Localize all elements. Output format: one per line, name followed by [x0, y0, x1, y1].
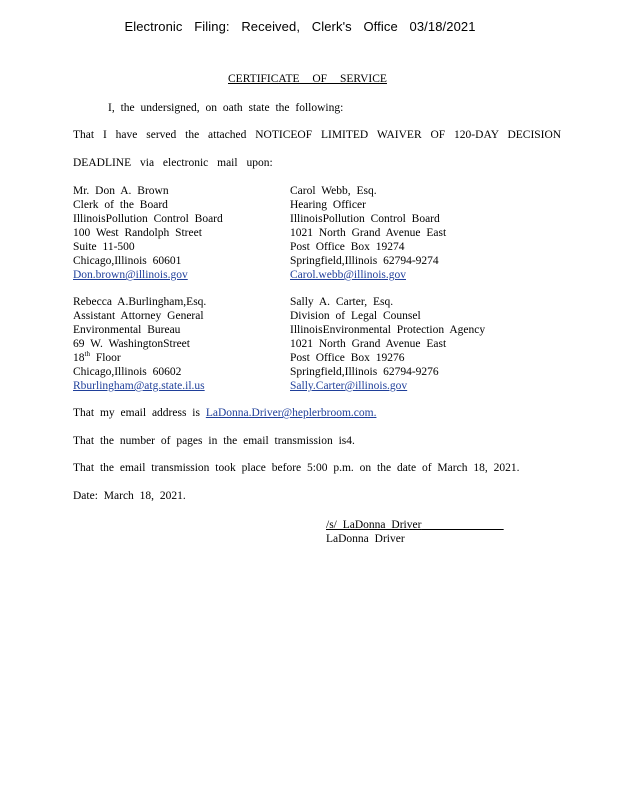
recipient-title: Division of Legal Counsel	[290, 310, 421, 322]
recipient-name: Carol Webb, Esq.	[290, 185, 377, 197]
recipient-street: 100 West Randolph Street	[73, 227, 202, 239]
time-statement: That the email transmission took place before 5:00 p.m. on the date of March 18, 2021.	[73, 462, 520, 474]
recipient-email-link[interactable]: Don.brown@illinois.gov	[73, 269, 188, 281]
recipient-org: IllinoisEnvironmental Protection Agency	[290, 324, 486, 336]
recipient-city: Springfield,Illinois 62794-9274	[290, 255, 439, 267]
statement-line-2: DEADLINE via electronic mail upon:	[73, 157, 273, 169]
signature-line: /s/ LaDonna Driver	[326, 519, 422, 531]
recipient-city: Springfield,Illinois 62794-9276	[290, 366, 439, 378]
recipient-brown	[73, 184, 223, 282]
recipient-org: IllinoisPollution Control Board	[290, 213, 440, 225]
recipient-bureau: Environmental Bureau	[73, 324, 181, 336]
intro-line: I, the undersigned, on oath state the following:	[108, 102, 344, 114]
recipient-street: 1021 North Grand Avenue East	[290, 227, 447, 239]
recipient-suite: Suite 11-500	[73, 241, 135, 253]
recipient-carter	[290, 295, 485, 393]
signature-printed-name: LaDonna Driver	[326, 533, 405, 545]
recipient-city: Chicago,Illinois 60601	[73, 255, 182, 267]
date-line: Date: March 18, 2021.	[73, 490, 186, 502]
signature-block	[326, 518, 504, 546]
recipient-city: Chicago,Illinois 60602	[73, 366, 182, 378]
sender-email-link[interactable]: LaDonna.Driver@heplerbroom.com	[205, 407, 374, 419]
recipient-street: 1021 North Grand Avenue East	[290, 338, 447, 350]
filing-stamp-banner: Electronic Filing: Received, Clerk's Office 03/18/2021	[124, 19, 476, 34]
recipient-name: Mr. Don A. Brown	[73, 185, 169, 197]
recipient-title: Assistant Attorney General	[73, 310, 204, 322]
recipient-org: IllinoisPollution Control Board	[73, 213, 223, 225]
email-statement: That my email address is LaDonna.Driver@heplerbroom.com.	[73, 407, 377, 419]
recipient-box: Post Office Box 19274	[290, 241, 405, 253]
recipient-email-link[interactable]: Carol.webb@illinois.gov	[290, 269, 406, 281]
recipient-title: Clerk of the Board	[73, 199, 168, 211]
recipient-name: Sally A. Carter, Esq.	[290, 296, 394, 308]
pages-statement: That the number of pages in the email transmission is4.	[73, 435, 355, 447]
recipient-name: Rebecca A.Burlingham,Esq.	[73, 296, 207, 308]
recipient-title: Hearing Officer	[290, 199, 366, 211]
recipient-burlingham	[73, 295, 206, 393]
certificate-title: CERTIFICATE OF SERVICE	[228, 73, 387, 85]
statement-line-1: That I have served the attached NOTICEOF LIMITED WAIVER OF 120-DAY DECISION	[73, 129, 562, 141]
recipient-floor: 18th Floor	[73, 350, 121, 364]
recipient-webb	[290, 184, 446, 282]
recipient-box: Post Office Box 19276	[290, 352, 405, 364]
recipient-email-link[interactable]: Rburlingham@atg.state.il.us	[73, 380, 205, 392]
recipient-email-link[interactable]: Sally.Carter@illinois.gov	[290, 380, 408, 392]
recipient-street: 69 W. WashingtonStreet	[73, 338, 190, 350]
